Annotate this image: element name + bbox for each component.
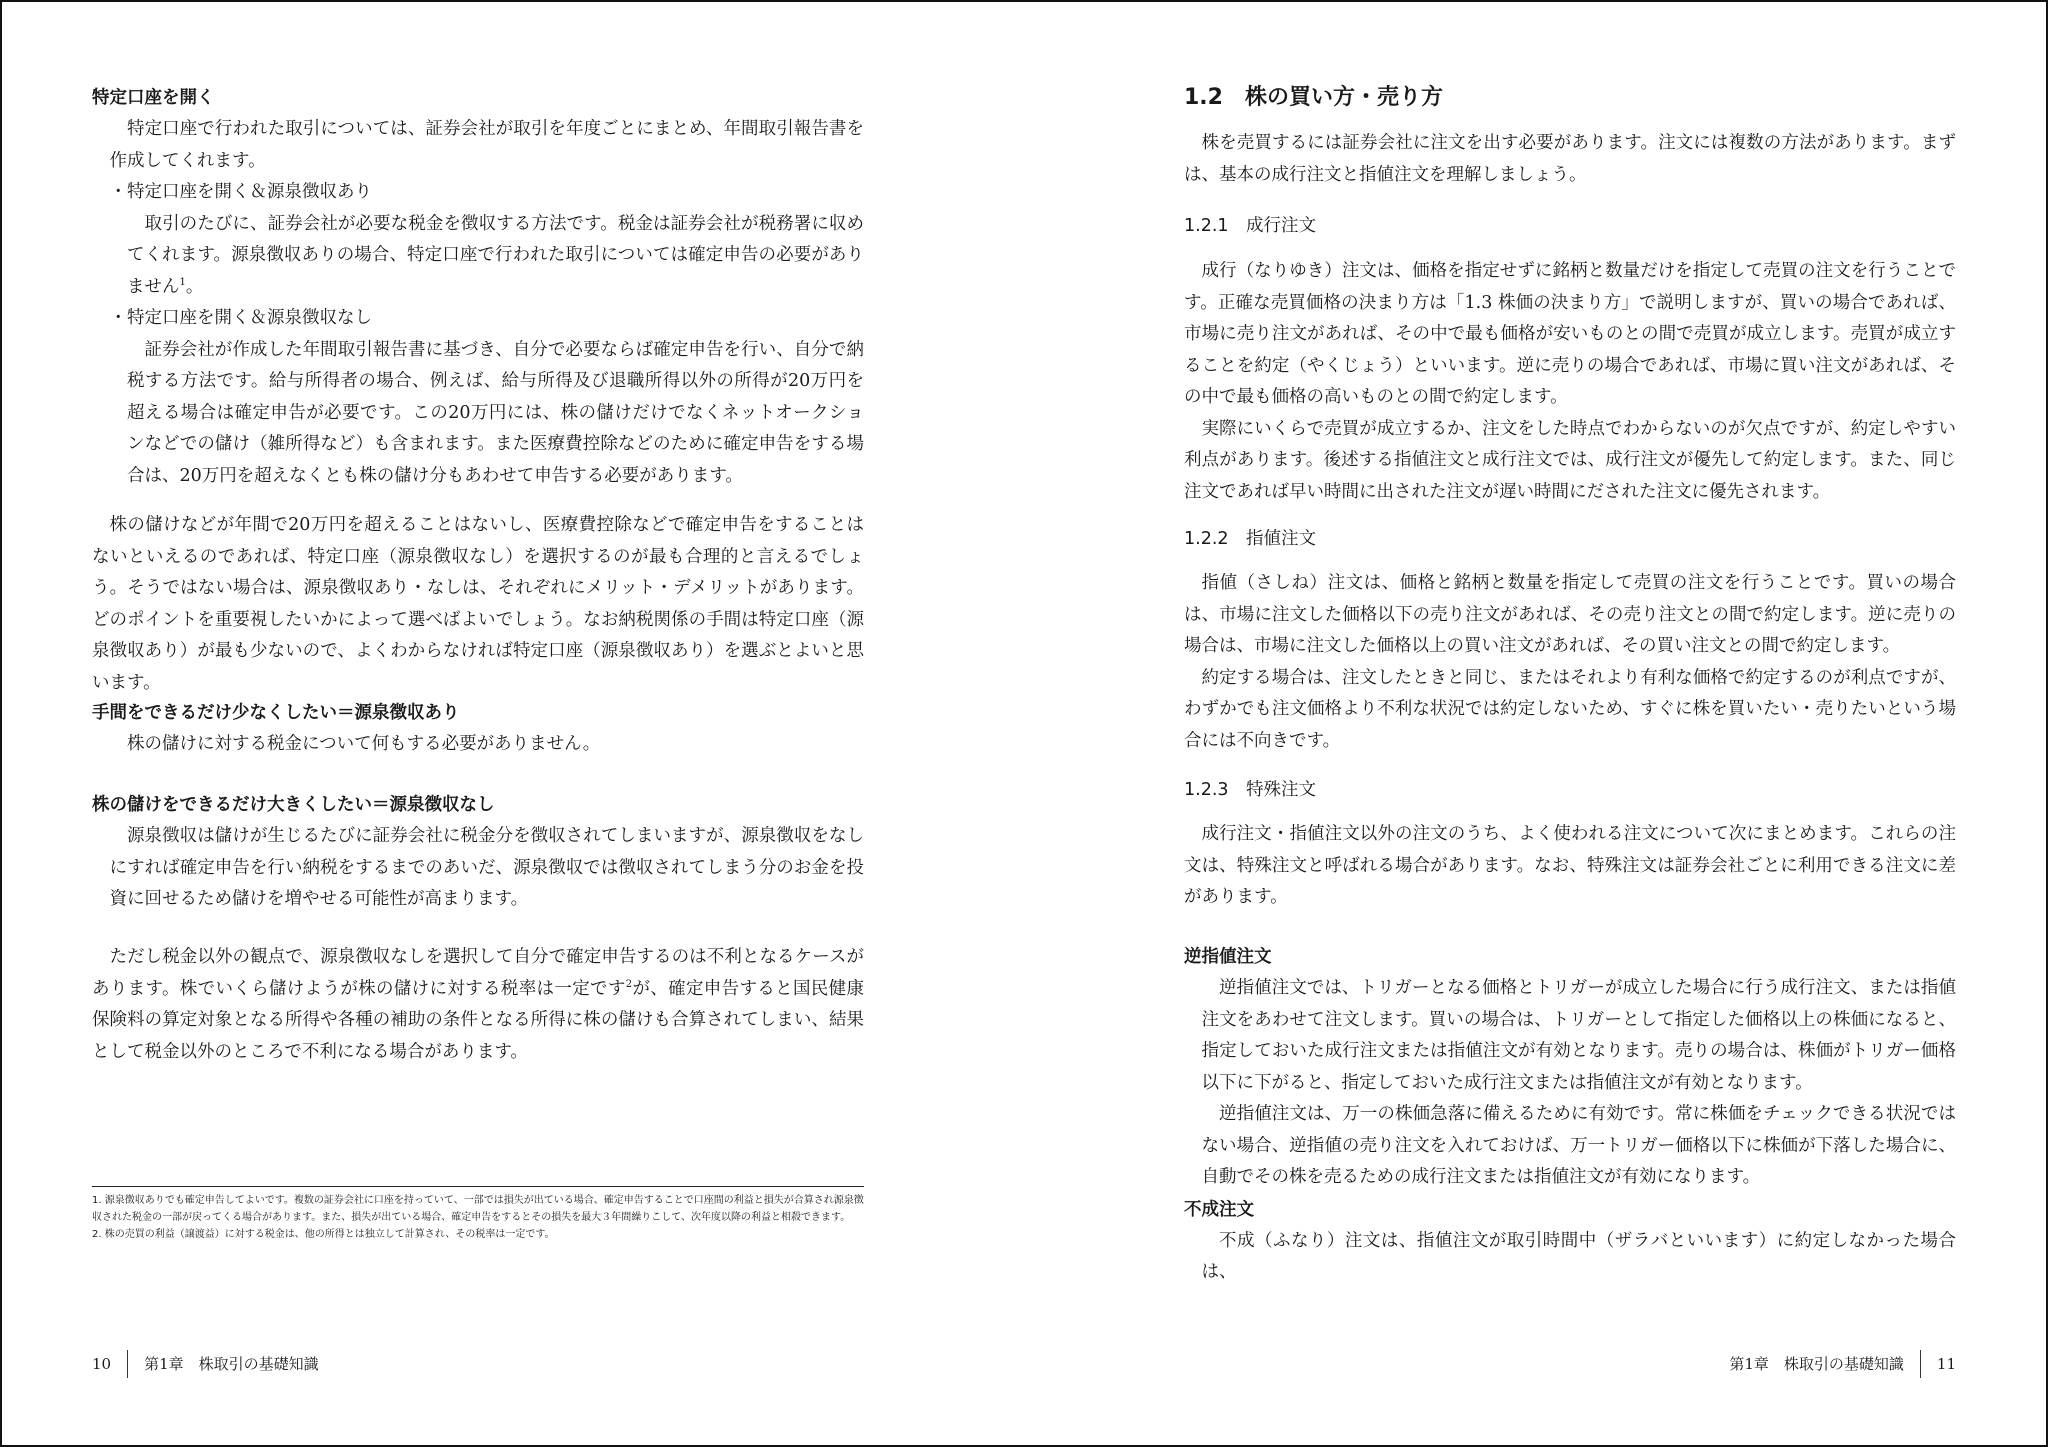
footnote-divider [92,1186,864,1187]
right-page [1184,0,1956,1447]
paragraph: 証券会社が作成した年間取引報告書に基づき、自分で必要ならば確定申告を行い、自分で納税する方法です。給与所得者の場合、例えば、給与所得及び退職所得以外の所得が20万円を超える場合は確定申告が必要です。この20万円には、株の儲けだけでなくネットオークションなどでの儲け（雑所得など）も含まれます。また医療費控除などのために確定申告をする場合は、20万円を超えなくとも株の儲け分もあわせて申告する必要があります。 [127,339,864,486]
heading-tokutei-koza: 特定口座を開く [92,88,215,108]
paragraph: 特定口座で行われた取引については、証券会社が取引を年度ごとにまとめ、年間取引報告書を作成してくれます。 [109,119,864,171]
bullet-item: ・特定口座を開く＆源泉徴収なし [109,308,372,328]
section-title: 1.2 株の買い方・売り方 [1184,85,1443,110]
footnotes [92,1192,864,1243]
footer-separator [1920,1350,1921,1378]
bullet-item: ・特定口座を開く＆源泉徴収あり [109,182,372,202]
paragraph: 株を売買するには証券会社に注文を出す必要があります。注文には複数の方法があります。まずは、基本の成行注文と指値注文を理解しましょう。 [1184,133,1956,185]
page-number: 11 [1936,1355,1956,1373]
footer-separator [127,1350,128,1378]
footnote-1: 1. 源泉徴収ありでも確定申告してよいです。複数の証券会社に口座を持っていて、一部では損失が出ている場合、確定申告することで口座間の利益と損失が合算され源泉徴収された税金の一部が戻ってくる場合があります。また、損失が出ている場合、確定申告をするとその損失を最大３年間繰りこして、次年度以降の利益と相殺できます。 [92,1195,864,1223]
paragraph: 逆指値注文は、万一の株価急落に備えるために有効です。常に株価をチェックできる状況ではない場合、逆指値の売り注文を入れておけば、万一トリガー価格以下に株価が下落した場合に、自動でその株を売るための成行注文または指値注文が有効になります。 [1201,1104,1956,1187]
footnote-ref[interactable]: 2 [625,978,633,990]
footnote-ref[interactable]: 1 [179,276,186,288]
paragraph: 約定する場合は、注文したときと同じ、またはそれより有利な価格で約定するのが利点ですが、わずかでも注文価格より不利な状況では約定しないため、すぐに株を買いたい・売りたいという場合には不向きです。 [1184,667,1956,751]
subsection-tokushu: 1.2.3 特殊注文 [1184,780,1317,800]
paragraph: 源泉徴収は儲けが生じるたびに証券会社に税金分を徴収されてしまいますが、源泉徴収をなしにすれば確定申告を行い納税をするまでのあいだ、源泉徴収では徴収されてしまう分のお金を投資に回せるため儲けを増やせる可能性が高まります。 [109,826,864,909]
paragraph: 指値（さしね）注文は、価格と銘柄と数量を指定して売買の注文を行うことです。買いの場合は、市場に注文した価格以下の売り注文があれば、その売り注文との間で約定します。逆に売りの場合は、市場に注文した価格以上の買い注文があれば、その買い注文との間で約定します。 [1184,573,1956,656]
page-number: 10 [92,1355,112,1373]
paragraph: 不成（ふなり）注文は、指値注文が取引時間中（ザラバといいます）に約定しなかった場合は、 [1201,1230,1956,1282]
paragraph: ただし税金以外の観点で、源泉徴収なしを選択して自分で確定申告するのは不利となるケースがあります。株でいくら儲けようが株の儲けに対する税率は一定です$^2$が、確定申告すると国民健康保険料の算定対象となる所得や各種の補助の条件となる所得に株の儲けも合算されてしまい、結果として税金以外のところで不利になる場合があります。 [92,947,864,1062]
subsection-narayuki: 1.2.1 成行注文 [1184,216,1317,236]
heading-gensen-ari: 手間をできるだけ少なくしたい＝源泉徴収あり [92,703,460,723]
paragraph: 株の儲けなどが年間で20万円を超えることはないし、医療費控除などで確定申告をすることはないといえるのであれば、特定口座（源泉徴収なし）を選択するのが最も合理的と言えるでしょう。そうではない場合は、源泉徴収あり・なしは、それぞれにメリット・デメリットがあります。どのポイントを重要視したいかによって選べばよいでしょう。なお納税関係の手間は特定口座（源泉徴収あり）が最も少ないので、よくわからなければ特定口座（源泉徴収あり）を選ぶとよいと思います。 [92,515,864,693]
heading-gyaku-sashine: 逆指値注文 [1184,947,1272,967]
paragraph: 成行注文・指値注文以外の注文のうち、よく使われる注文について次にまとめます。これらの注文は、特殊注文と呼ばれる場合があります。なお、特殊注文は証券会社ごとに利用できる注文に差があります。 [1184,824,1956,907]
paragraph: 取引のたびに、証券会社が必要な税金を徴収する方法です。税金は証券会社が税務署に収めてくれます。源泉徴収ありの場合、特定口座で行われた取引については確定申告の必要がありません$^1$。 [127,213,864,297]
heading-gensen-nashi: 株の儲けをできるだけ大きくしたい＝源泉徴収なし [92,795,495,815]
chapter-title: 第1章 株取引の基礎知識 [144,1355,319,1373]
heading-funari: 不成注文 [1184,1199,1254,1220]
paragraph: 実際にいくらで売買が成立するか、注文をした時点でわからないのが欠点ですが、約定しやすい利点があります。後述する指値注文と成行注文では、成行注文が優先して約定します。また、同じ注文であれば早い時間に出された注文が遅い時間にだされた注文に優先されます。 [1184,418,1956,502]
footnote-2: 2. 株の売買の利益（譲渡益）に対する税金は、他の所得とは独立して計算され、その税率は一定です。 [92,1229,555,1240]
paragraph: 株の儲けに対する税金について何もする必要がありません。 [127,734,601,754]
subsection-sashine: 1.2.2 指値注文 [1184,529,1317,549]
right-footer [1729,1350,1956,1378]
paragraph: 逆指値注文では、トリガーとなる価格とトリガーが成立した場合に行う成行注文、または指値注文をあわせて注文します。買いの場合は、トリガーとして指定した価格以上の株価になると、指定しておいた成行注文または指値注文が有効となります。売りの場合は、株価がトリガー価格以下に下がると、指定しておいた成行注文または指値注文が有効となります。 [1201,978,1956,1093]
left-footer [92,1350,319,1378]
chapter-title: 第1章 株取引の基礎知識 [1729,1355,1904,1373]
paragraph: 成行（なりゆき）注文は、価格を指定せずに銘柄と数量だけを指定して売買の注文を行うことです。正確な売買価格の決まり方は「1.3 株価の決まり方」で説明しますが、買いの場合であれば、市場に売り注文があれば、その中で最も価格が安いものとの間で売買が成立します。売買が成立することを約定（やくじょう）といいます。逆に売りの場合であれば、市場に買い注文があれば、その中で最も価格の高いものとの間で約定します。 [1184,261,1956,407]
